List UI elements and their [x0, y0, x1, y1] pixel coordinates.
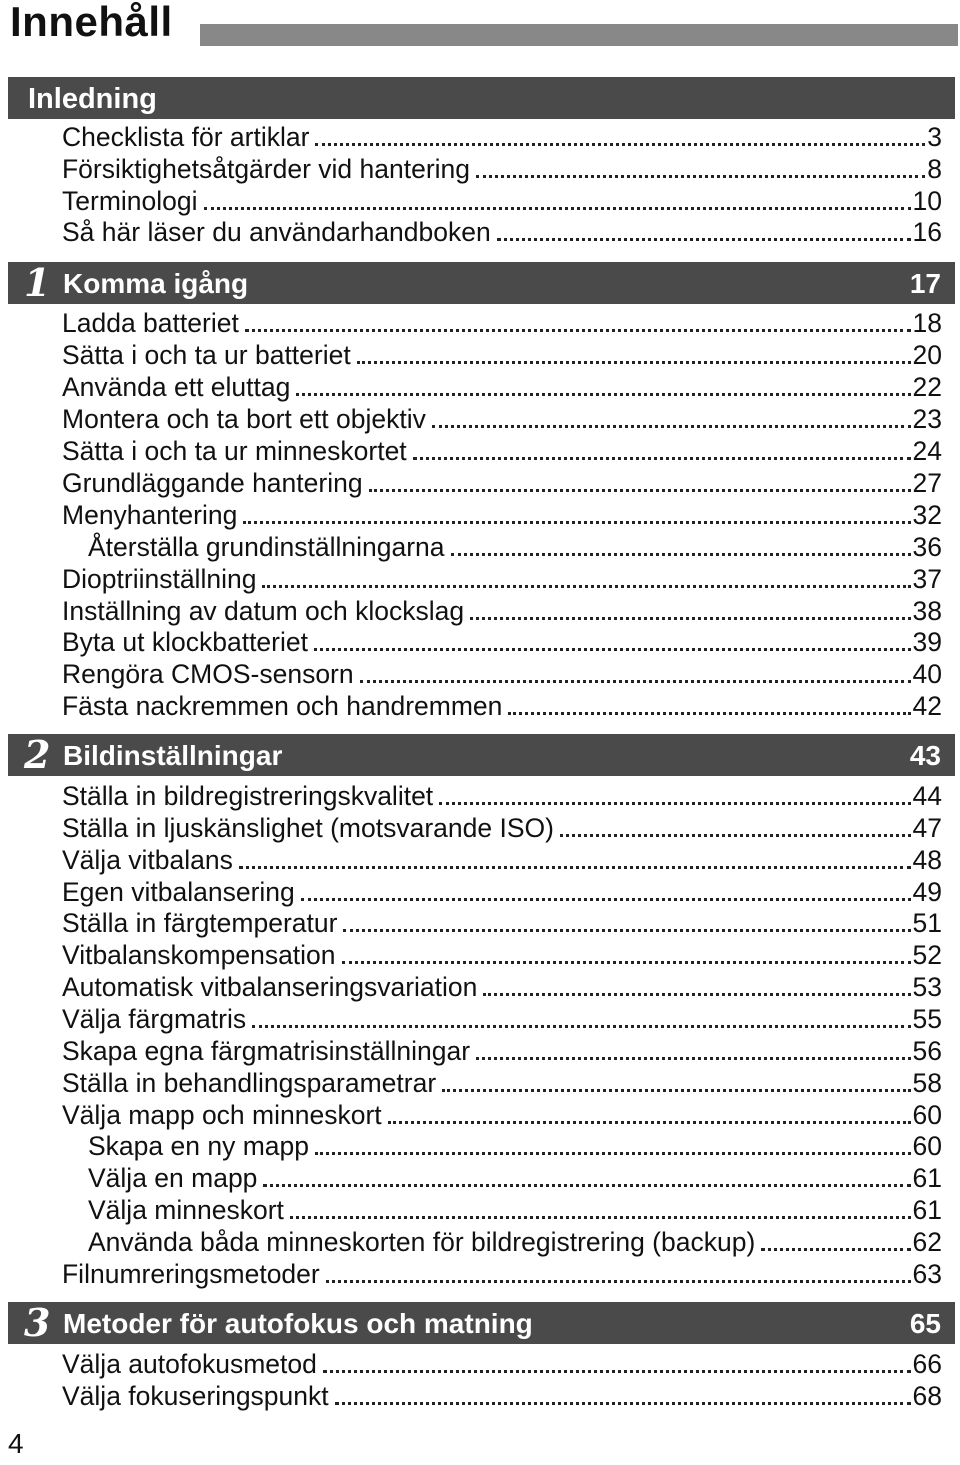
dot-leader — [326, 1280, 911, 1283]
entry-label: Använda ett eluttag — [62, 372, 291, 402]
dot-leader — [413, 457, 911, 460]
entry-page: 40 — [912, 659, 942, 689]
toc-entry[interactable] — [62, 1380, 942, 1412]
dot-leader — [315, 1152, 911, 1155]
entry-label: Så här läser du användarhandboken — [62, 217, 491, 247]
toc-entry[interactable] — [62, 780, 942, 812]
toc-entry[interactable] — [62, 1003, 942, 1035]
entry-page: 8 — [927, 154, 942, 184]
toc-subentry[interactable] — [88, 531, 942, 563]
toc-entry[interactable] — [62, 435, 942, 467]
entry-label: Välja autofokusmetod — [62, 1349, 317, 1379]
dot-leader — [439, 802, 910, 805]
dot-leader — [290, 1216, 911, 1219]
toc-entry[interactable] — [62, 1035, 942, 1067]
chapter-number: 1 — [24, 260, 51, 305]
toc-entry[interactable] — [62, 121, 942, 153]
entry-page: 61 — [912, 1195, 942, 1225]
dot-leader — [245, 329, 911, 332]
dot-leader — [476, 1057, 910, 1060]
entry-page: 39 — [912, 627, 942, 657]
section-header-chapter-3 — [8, 1302, 955, 1344]
toc-subentry[interactable] — [88, 1130, 942, 1162]
entry-page: 27 — [912, 468, 942, 498]
entry-label: Fästa nackremmen och handremmen — [62, 691, 503, 721]
entry-page: 52 — [912, 940, 942, 970]
entry-label: Ställa in ljuskänslighet (motsvarande ISO) — [62, 813, 554, 843]
section-header-intro — [8, 77, 955, 119]
entry-label: Dioptriinställning — [62, 564, 257, 594]
entry-label: Välja vitbalans — [62, 845, 233, 875]
section-header-chapter-1 — [8, 262, 955, 304]
entry-page: 61 — [912, 1163, 942, 1193]
page-header — [0, 0, 960, 56]
entry-label: Ställa in färgtemperatur — [62, 908, 338, 938]
entry-page: 51 — [912, 908, 942, 938]
entry-label: Sätta i och ta ur minneskortet — [62, 436, 407, 466]
entry-label: Återställa grundinställningarna — [88, 532, 445, 562]
page-number: 4 — [8, 1428, 24, 1459]
entry-label: Grundläggande hantering — [62, 468, 363, 498]
chapter-title: Komma igång — [63, 268, 249, 299]
toc-entry[interactable] — [62, 1348, 942, 1380]
entry-label: Försiktighetsåtgärder vid hantering — [62, 154, 471, 184]
section-header-chapter-2 — [8, 734, 955, 776]
entry-page: 42 — [912, 691, 942, 721]
dot-leader — [204, 207, 911, 210]
entry-page: 62 — [912, 1227, 942, 1257]
entry-label: Välja fokuseringspunkt — [62, 1381, 329, 1411]
entry-page: 53 — [912, 972, 942, 1002]
dot-leader — [262, 585, 910, 588]
entry-label: Rengöra CMOS-sensorn — [62, 659, 354, 689]
entry-page: 60 — [912, 1131, 942, 1161]
entry-page: 22 — [912, 372, 942, 402]
entry-page: 3 — [927, 122, 942, 152]
entry-label: Ställa in bildregistreringskvalitet — [62, 781, 434, 811]
toc-subentry[interactable] — [88, 1194, 942, 1226]
dot-leader — [360, 680, 911, 683]
dot-leader — [483, 993, 910, 996]
entry-label: Vitbalanskompensation — [62, 940, 336, 970]
entry-label: Automatisk vitbalanseringsvariation — [62, 972, 478, 1002]
toc-entry[interactable] — [62, 339, 942, 371]
toc-entry[interactable] — [62, 307, 942, 339]
entry-label: Skapa egna färgmatrisinställningar — [62, 1036, 471, 1066]
toc-entry[interactable] — [62, 1067, 942, 1099]
entry-label: Sätta i och ta ur batteriet — [62, 340, 351, 370]
entry-label: Menyhantering — [62, 500, 238, 530]
dot-leader — [761, 1248, 910, 1251]
chapter-title: Bildinställningar — [63, 740, 283, 771]
dot-leader — [442, 1089, 910, 1092]
chapter-page: 65 — [909, 1308, 941, 1339]
entry-label: Checklista för artiklar — [62, 122, 310, 152]
toc-entry[interactable] — [62, 595, 942, 627]
entry-label: Egen vitbalansering — [62, 877, 295, 907]
entry-page: 48 — [912, 845, 942, 875]
dot-leader — [243, 521, 910, 524]
entry-page: 44 — [912, 781, 942, 811]
entry-label: Inställning av datum och klockslag — [62, 596, 465, 626]
dot-leader — [432, 425, 911, 428]
entry-label: Välja en mapp — [88, 1163, 258, 1193]
dot-leader — [388, 1121, 911, 1124]
entry-label: Ladda batteriet — [62, 308, 239, 338]
dot-leader — [560, 834, 911, 837]
dot-leader — [369, 489, 911, 492]
entry-page: 37 — [912, 564, 942, 594]
entry-page: 32 — [912, 500, 942, 530]
entry-page: 24 — [912, 436, 942, 466]
chapter-page: 17 — [909, 268, 941, 299]
entry-label: Ställa in behandlingsparametrar — [62, 1068, 437, 1098]
toc-entry[interactable] — [62, 153, 942, 185]
toc-entry[interactable] — [62, 467, 942, 499]
entry-page: 36 — [912, 532, 942, 562]
toc-entry[interactable] — [62, 1258, 942, 1290]
dot-leader — [314, 648, 911, 651]
dot-leader — [508, 712, 910, 715]
toc-entry[interactable] — [62, 658, 942, 690]
entry-label: Filnumreringsmetoder — [62, 1259, 320, 1289]
dot-leader — [476, 175, 925, 178]
dot-leader — [335, 1402, 911, 1405]
entry-page: 68 — [912, 1381, 942, 1411]
toc-entry[interactable] — [62, 626, 942, 658]
entry-page: 18 — [912, 308, 942, 338]
dot-leader — [252, 1025, 910, 1028]
entry-label: Terminologi — [62, 186, 198, 216]
dot-leader — [301, 898, 911, 901]
chapter-number: 3 — [24, 1300, 51, 1345]
entry-page: 47 — [912, 813, 942, 843]
dot-leader — [357, 361, 911, 364]
entry-page: 58 — [912, 1068, 942, 1098]
toc-entry[interactable] — [62, 1099, 942, 1131]
dot-leader — [497, 238, 911, 241]
toc-entry[interactable] — [62, 499, 942, 531]
chapter-number: 2 — [24, 732, 51, 777]
page-title: Innehåll — [10, 0, 173, 45]
toc-entry[interactable] — [62, 939, 942, 971]
chapter-page: 43 — [909, 740, 941, 771]
entry-page: 23 — [912, 404, 942, 434]
entry-page: 49 — [912, 877, 942, 907]
entry-label: Använda båda minneskorten för bildregistrering (backup) — [88, 1227, 756, 1257]
entry-page: 55 — [912, 1004, 942, 1034]
section-title: Inledning — [28, 83, 157, 115]
entry-page: 66 — [912, 1349, 942, 1379]
entry-page: 16 — [912, 217, 942, 247]
dot-leader — [342, 961, 911, 964]
entry-page: 38 — [912, 596, 942, 626]
chapter-title: Metoder för autofokus och matning — [63, 1308, 533, 1339]
toc-entry[interactable] — [62, 812, 942, 844]
entry-label: Välja färgmatris — [62, 1004, 247, 1034]
toc-entry[interactable] — [62, 971, 942, 1003]
dot-leader — [470, 617, 910, 620]
entry-page: 56 — [912, 1036, 942, 1066]
entry-label: Välja mapp och minneskort — [62, 1100, 382, 1130]
entry-label: Välja minneskort — [88, 1195, 284, 1225]
dot-leader — [343, 929, 910, 932]
entry-label: Montera och ta bort ett objektiv — [62, 404, 426, 434]
toc-entry[interactable] — [62, 371, 942, 403]
toc-entry[interactable] — [62, 403, 942, 435]
toc-entry[interactable] — [62, 185, 942, 217]
toc-subentry[interactable] — [88, 1226, 942, 1258]
entry-page: 60 — [912, 1100, 942, 1130]
entry-page: 63 — [912, 1259, 942, 1289]
dot-leader — [239, 866, 911, 869]
entry-page: 20 — [912, 340, 942, 370]
toc-entry[interactable] — [62, 876, 942, 908]
dot-leader — [323, 1370, 911, 1373]
toc-entry[interactable] — [62, 844, 942, 876]
toc-entry[interactable] — [62, 907, 942, 939]
entry-label: Byta ut klockbatteriet — [62, 627, 308, 657]
dot-leader — [451, 553, 911, 556]
dot-leader — [263, 1184, 910, 1187]
toc-entry[interactable] — [62, 563, 942, 595]
toc-entry[interactable] — [62, 216, 942, 248]
title-rule — [200, 24, 958, 46]
dot-leader — [296, 393, 910, 396]
dot-leader — [315, 143, 925, 146]
entry-page: 10 — [912, 186, 942, 216]
entry-label: Skapa en ny mapp — [88, 1131, 309, 1161]
toc-entry[interactable] — [62, 690, 942, 722]
toc-subentry[interactable] — [88, 1162, 942, 1194]
